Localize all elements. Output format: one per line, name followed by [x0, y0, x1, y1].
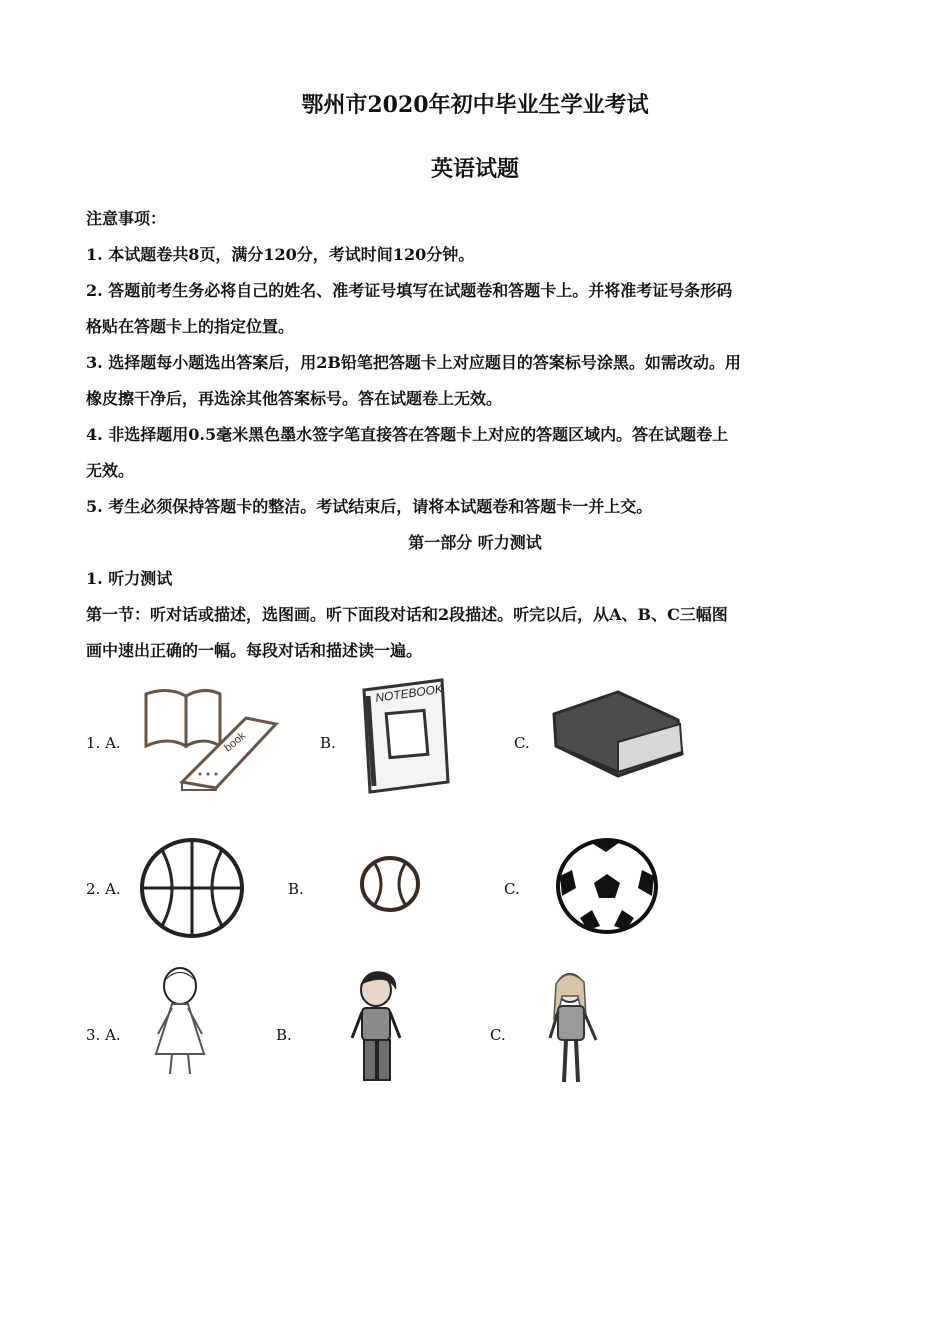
girl-long-hair-image	[538, 966, 604, 1090]
question-1-option-a-label: 1. A.	[86, 734, 121, 752]
question-2-option-a-label: 2. A.	[86, 880, 121, 898]
question-3-option-a-label: 3. A.	[86, 1026, 121, 1044]
notice-line: 橡皮擦干净后，再选涂其他答案标号。答在试题卷上无效。	[86, 389, 503, 408]
question-3-option-b-label: B.	[276, 1026, 292, 1044]
question-2-option-b-label: B.	[288, 880, 304, 898]
book-spine-text: book	[222, 729, 249, 755]
question-3-option-c-label: C.	[490, 1026, 506, 1044]
instructions-line: 第一节：听对话或描述，选图画。听下面段对话和2段描述。听完以后，从A、B、C三幅图	[86, 605, 728, 624]
girl-in-dress-image	[130, 962, 230, 1082]
exam-title: 鄂州市2020年初中毕业生学业考试	[301, 92, 649, 118]
tennis-ball-image	[358, 854, 422, 914]
notice-line: 无效。	[86, 461, 135, 480]
notebook-image	[356, 676, 456, 794]
question-1-option-b-label: B.	[320, 734, 336, 752]
notebook-cover-text: NOTEBOOK	[374, 681, 444, 705]
notice-line: 1. 本试题卷共8页，满分120分，考试时间120分钟。	[86, 245, 475, 264]
basketball-image	[138, 836, 246, 940]
soccer-ball-image	[554, 836, 660, 936]
notice-line: 5. 考生必须保持答题卡的整洁。考试结束后，请将本试题卷和答题卡一并上交。	[86, 497, 653, 516]
closed-book-image	[546, 686, 686, 782]
instructions-line: 画中速出正确的一幅。每段对话和描述读一遍。	[86, 641, 423, 660]
boy-standing-image	[344, 964, 410, 1088]
section-title: 1. 听力测试	[86, 569, 173, 588]
exam-subtitle: 英语试题	[430, 156, 519, 182]
notice-line: 2. 答题前考生务必将自己的姓名、准考证号填写在试题卷和答题卡上。并将准考证号条形码	[86, 281, 733, 300]
notice-line: 3. 选择题每小题选出答案后，用2B铅笔把答题卡上对应题目的答案标号涂黑。如需改动。用	[86, 353, 741, 372]
notice-heading: 注意事项：	[86, 209, 167, 228]
question-1-option-c-label: C.	[514, 734, 530, 752]
part-heading: 第一部分 听力测试	[408, 533, 542, 552]
notice-line: 格贴在答题卡上的指定位置。	[86, 317, 295, 336]
open-book-image	[138, 686, 280, 792]
notice-line: 4. 非选择题用0.5毫米黑色墨水签字笔直接答在答题卡上对应的答题区域内。答在试题卷上	[86, 425, 729, 444]
question-2-option-c-label: C.	[504, 880, 520, 898]
